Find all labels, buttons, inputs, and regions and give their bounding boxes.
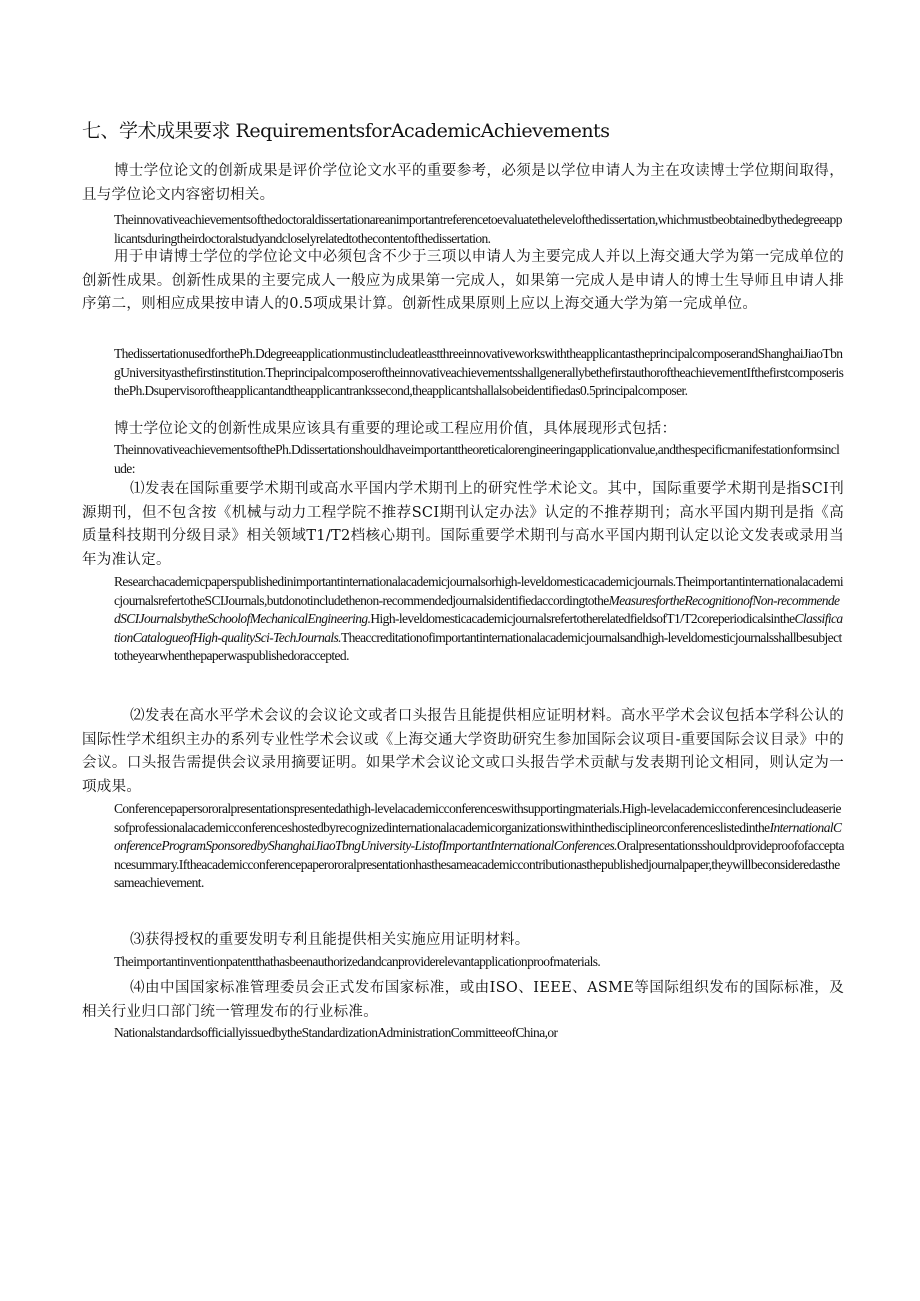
item-1-english-part-a: Researchacademicpaperspublishedinimportantinternationalacademicjournalsorhigh-leveldomesticacademicjournals.TheimportantinternationalacademicjournalsrefertotheSCIJournals,butdonotincludethenon-recommendedjournalsidentifiedaccordingtothe (114, 574, 844, 608)
paragraph-1-chinese: 博士学位论文的创新成果是评价学位论文水平的重要参考，必须是以学位申请人为主在攻读博士学位期间取得，且与学位论文内容密切相关。 (82, 163, 844, 203)
item-2-chinese: ⑵发表在高水平学术会议的会议论文或者口头报告且能提供相应证明材料。高水平学术会议包括本学科公认的国际性学术组织主办的系列专业性学术会议或《上海交通大学资助研究生参加国际会议项目-重要国际会议目录》中的会议。口头报告需提供会议录用摘要证明。如果学术会议论文或口头报告学术贡献与发表期刊论文相同，则认定为一项成果。 (82, 708, 844, 795)
item-1-english-title-a: MeasuresfortheRecognitionofNon-recommendedSCIJournalsbytheSchoolofMechanicalEngineering. (114, 592, 840, 626)
item-3-chinese: ⑶获得授权的重要发明专利且能提供相关实施应用证明材料。 (130, 932, 530, 948)
item-3-english: Theimportantinventionpatentthathasbeenauthorizedandcanproviderelevantapplicationproofmaterials. (114, 954, 601, 969)
item-1-english-part-e: Theaccreditationofimportantinternationalacademicjournalsandhigh-leveldomesticjournalsshallbesubjecttotheyearwhenthepaperwaspublishedoraccepted. (114, 629, 842, 663)
paragraph-3-english: TheinnovativeachievementsofthePh.Ddissertationshouldhaveimportanttheoreticalorengineeringapplicationvalue,andthespecificmanifestationformsinclude: (114, 442, 840, 476)
item-1-english-title-b: ClassificationCatalogueofHigh-qualitySci-TechJournals. (114, 611, 843, 645)
paragraph-2-english: ThedissertationusedforthePh.DdegreeapplicationmustincludeatleastthreeinnovativeworkswiththeapplicantastheprincipalcomposerandShanghaiJiaoTbngUniversityasthefirstinstitution.TheprincipalcomposeroftheinnovativeachievementsshallgenerallybethefirstauthoroftheachievementIfthefirstcomposeristhePh.Dsupervisoroftheapplicantandtheapplicantrankssecond,theapplicantshallalsobeidentifiedas0.5principalcomposer. (114, 346, 844, 398)
item-2-english-title: InternationalConferenceProgramSponsoredbyShanghaiJiaoTbngUniversity-ListofImportantInternationalConferences. (114, 819, 842, 853)
paragraph-1-english: Theinnovativeachievementsofthedoctoraldissertationareanimportantreferencetoevaluatethelevelofthedissertation,whichmustbeobtainedbythedegreeapplicantsduringtheirdoctoralstudyandcloselyrelatedtothecontentofthedissertation. (114, 212, 842, 246)
item-4-chinese: ⑷由中国国家标准管理委员会正式发布国家标准，或由ISO、IEEE、ASME等国际组织发布的国际标准，及相关行业归口部门统一管理发布的行业标准。 (82, 980, 844, 1020)
item-2-english-part-a: Conferencepapersororalpresentationspresentedathigh-levelacademicconferenceswithsupportingmaterials.High-levelacademicconferencesincludeaseriesofprofessionalacademicconferenceshostedbyrecognizedinternationalacademicorganizationswithinthedisciplineorconferenceslistedinthe (114, 801, 841, 835)
item-1-chinese: ⑴发表在国际重要学术期刊或高水平国内学术期刊上的研究性学术论文。其中，国际重要学术期刊是指SCI刊源期刊，但不包含按《机械与动力工程学院不推荐SCI期刊认定办法》认定的不推荐期刊；高水平国内期刊是指《高质量科技期刊分级目录》相关领域T1/T2档核心期刊。国际重要学术期刊与高水平国内期刊认定以论文发表或录用当年为准认定。 (82, 481, 844, 568)
item-1-english-part-c: High-leveldomesticacademicjournalsrefertotherelatedfieldsofT1/T2coreperiodicalsinthe (370, 611, 795, 626)
item-2-english (114, 800, 844, 893)
item-4-english: NationalstandardsofficiallyissuedbytheStandardizationAdministrationCommitteeofChina,or (114, 1025, 558, 1040)
item-1-english (114, 573, 844, 666)
item-2-english-part-c: Oralpresentationsshouldprovideproofofacceptancesummary.Iftheacademicconferencepaperororalpresentationhasthesameacademiccontributionasthepublishedjournalpaper,theywillbeconsideredasthesameachievement. (114, 838, 844, 890)
paragraph-2-chinese: 用于申请博士学位的学位论文中必须包含不少于三项以申请人为主要完成人并以上海交通大学为第一完成单位的创新性成果。创新性成果的主要完成人一般应为成果第一完成人，如果第一完成人是申请人的博士生导师且申请人排序第二，则相应成果按申请人的0.5项成果计算。创新性成果原则上应以上海交通大学为第一完成单位。 (82, 249, 844, 312)
paragraph-3-chinese: 博士学位论文的创新性成果应该具有重要的理论或工程应用价值，具体展现形式包括： (114, 421, 677, 437)
section-heading: 七、学术成果要求 RequirementsforAcademicAchievements (82, 120, 610, 142)
